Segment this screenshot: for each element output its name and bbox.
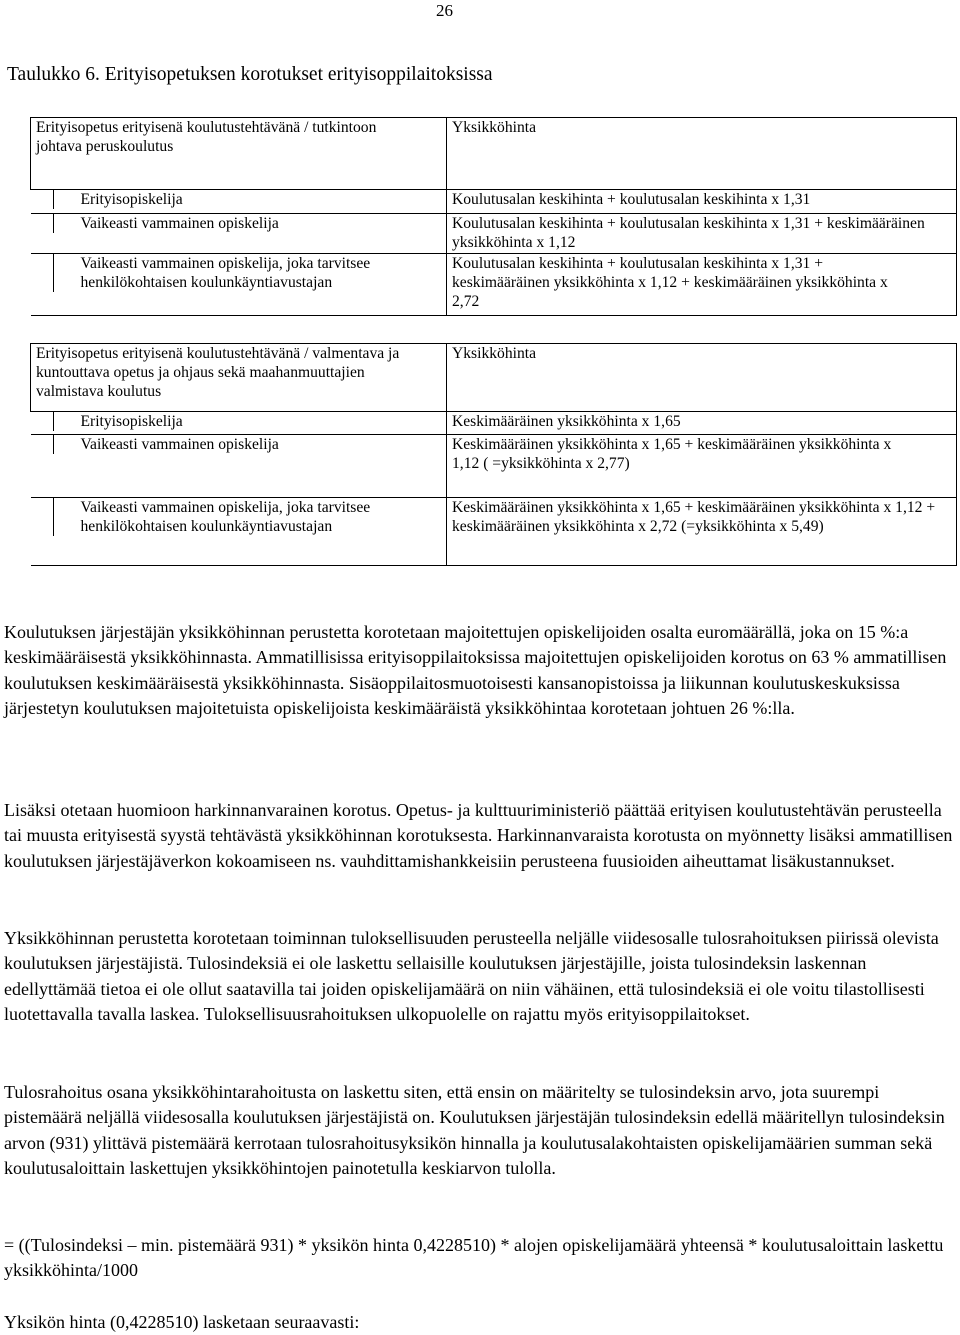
page-number: 26 bbox=[436, 1, 453, 20]
row-label: Vaikeasti vammainen opiskelija bbox=[53, 214, 442, 233]
table-header-row bbox=[31, 118, 957, 190]
table-row bbox=[31, 498, 957, 566]
table-vocational-special-education bbox=[30, 117, 957, 316]
paragraph-unit-price: Yksikön hinta (0,4228510) lasketaan seuraavasti: bbox=[4, 1312, 360, 1332]
table-row bbox=[31, 435, 957, 498]
paragraph-formula: = ((Tulosindeksi – min. pistemäärä 931) * yksikön hinta 0,4228510) * alojen opiskelijamäärä yhteensä * koulutusaloittain laskettu yksikköhinta/1000 bbox=[4, 1235, 944, 1281]
row-label: Vaikeasti vammainen opiskelija, joka tarvitsee henkilökohtaisen koulunkäyntiavustajan bbox=[53, 498, 442, 536]
paragraph-performance: Yksikköhinnan perustetta korotetaan toiminnan tuloksellisuuden perusteella neljälle viidesosalle tulosrahoituksen piirissä olevista koulutuksen järjestäjistä. Tulosindeksiä ei ole laskettu sellaisille koulutuksen järjestäjille, joista tulosindeksin laskennan edellyttämää tietoa ei ole ollut saatavilla tai joiden opiskelijamäärä on niin vähäinen, että tulosindeksiä ei ole voitu tilastollisesti luotettavalla tavalla laskea. Tuloksellisuusrahoituksen ulkopuolelle on rajattu myös erityisoppilaitokset. bbox=[4, 928, 939, 1025]
table-row bbox=[31, 412, 957, 435]
row-label: Erityisopiskelija bbox=[53, 412, 442, 431]
table-header-row bbox=[31, 344, 957, 412]
row-label: Vaikeasti vammainen opiskelija bbox=[53, 435, 442, 454]
row-value: Keskimääräinen yksikköhinta x 1,65 + keskimääräinen yksikköhinta x 1,12 ( =yksikköhinta x 2,77) bbox=[447, 435, 957, 498]
table-row bbox=[31, 190, 957, 214]
table-row bbox=[31, 254, 957, 316]
table-header-left: Erityisopetus erityisenä koulutustehtävänä / tutkintoon johtava peruskoulutus bbox=[31, 118, 447, 190]
row-value: Keskimääräinen yksikköhinta x 1,65 + keskimääräinen yksikköhinta x 1,12 + keskimääräinen yksikköhinta x 2,72 (=yksikköhinta x 5,49) bbox=[447, 498, 957, 566]
table-header-left: Erityisopetus erityisenä koulutustehtävänä / valmentava ja kuntouttava opetus ja ohjaus sekä maahanmuuttajien valmistava koulutus bbox=[31, 344, 447, 412]
row-value: Keskimääräinen yksikköhinta x 1,65 bbox=[447, 412, 957, 435]
table-header-right: Yksikköhinta bbox=[447, 344, 957, 412]
paragraph-discretionary: Lisäksi otetaan huomioon harkinnanvarainen korotus. Opetus- ja kulttuuriministeriö päättää erityisen koulutustehtävän perusteella tai muusta erityisestä syystä tehtävästä yksikköhinnan korotuksesta. Harkinnanvaraista korotusta on myönnetty lisäksi ammatillisen koulutuksen järjestäjäverkon kokoamiseen ns. vauhdittamishankkeisiin perusteena fuusioiden aiheuttamat lisäkustannukset. bbox=[4, 800, 953, 871]
table-row bbox=[31, 214, 957, 254]
table-caption: Taulukko 6. Erityisopetuksen korotukset erityisoppilaitoksissa bbox=[7, 64, 493, 85]
row-value: Koulutusalan keskihinta + koulutusalan keskihinta x 1,31 + keskimääräinen yksikköhinta x 1,12 bbox=[447, 214, 957, 254]
row-value: Koulutusalan keskihinta + koulutusalan keskihinta x 1,31 bbox=[447, 190, 957, 214]
paragraph-result-funding: Tulosrahoitus osana yksikköhintarahoitusta on laskettu siten, että ensin on määritelty se tulosindeksin arvo, jota suurempi pistemäärä neljällä viidesosalla koulutuksen järjestäjistä on. Koulutuksen järjestäjän tulosindeksin edellä määritellyn tulosindeksin arvon (931) ylittävä pistemäärä kerrotaan tulosrahoitusyksikön hinnalla ja koulutusalakohtaisten opiskelijamäärien summan sekä koulutusaloittain laskettujen yksikköhintojen painotetulla keskiarvon tulolla. bbox=[4, 1082, 945, 1179]
paragraph-accommodation: Koulutuksen järjestäjän yksikköhinnan perustetta korotetaan majoitettujen opiskelijoiden osalta euromäärällä, joka on 15 %:a keskimääräisestä yksikköhinnasta. Ammatillisissa erityisoppilaitoksissa majoitettujen opiskelijoiden korotus on 63 % ammatillisen koulutuksen keskimääräisestä yksikköhinnasta. Sisäoppilaitosmuotoisesti kansanopistoissa ja liikunnan koulutuskeskuksissa järjestetyn koulutuksen majoitetuista opiskelijoista keskimääräistä yksikköhintaa korotetaan johtuen 26 %:lla. bbox=[4, 622, 947, 719]
table-header-right: Yksikköhinta bbox=[447, 118, 957, 190]
row-label: Vaikeasti vammainen opiskelija, joka tarvitsee henkilökohtaisen koulunkäyntiavustajan bbox=[53, 254, 442, 292]
row-value: Koulutusalan keskihinta + koulutusalan keskihinta x 1,31 + keskimääräinen yksikköhinta x 1,12 + keskimääräinen yksikköhinta x 2,72 bbox=[447, 254, 957, 316]
table-preparatory-education bbox=[30, 343, 957, 566]
row-label: Erityisopiskelija bbox=[53, 190, 442, 209]
